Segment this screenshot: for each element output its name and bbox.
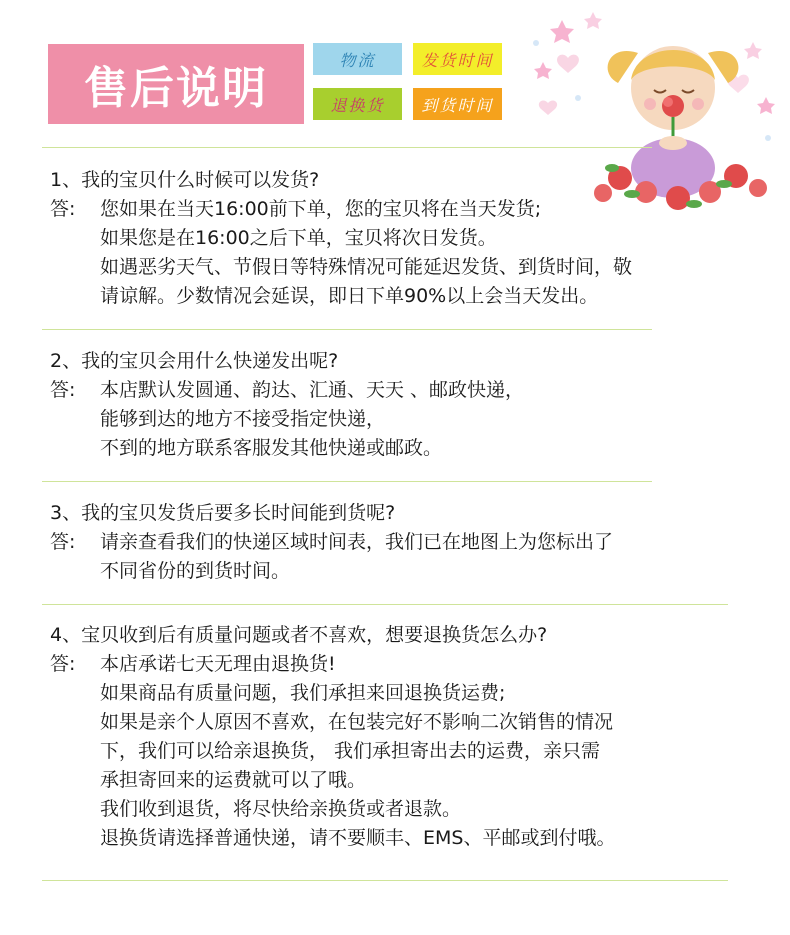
section-divider bbox=[42, 880, 728, 881]
faq-item-1 bbox=[50, 166, 760, 311]
faq-question: 1、我的宝贝什么时候可以发货? bbox=[50, 169, 320, 191]
answer-line: 请亲查看我们的快递区域时间表，我们已在地图上为您标出了 bbox=[100, 531, 614, 553]
answer-line: 退换货请选择普通快递，请不要顺丰、EMS、平邮或到付哦。 bbox=[100, 827, 616, 849]
answer-line: 下，我们可以给亲退换货， 我们承担寄出去的运费，亲只需 bbox=[100, 740, 601, 762]
answer-line: 您如果在当天16:00前下单，您的宝贝将在当天发货; bbox=[100, 198, 542, 220]
answer-line: 本店承诺七天无理由退换货! bbox=[100, 653, 336, 675]
answer-label: 答: bbox=[50, 531, 76, 553]
answer-label: 答: bbox=[50, 379, 76, 401]
answer-line: 如果商品有质量问题，我们承担来回退换货运费; bbox=[100, 682, 506, 704]
answer-line: 承担寄回来的运费就可以了哦。 bbox=[100, 769, 367, 791]
answer-line: 能够到达的地方不接受指定快递， bbox=[100, 408, 386, 430]
arrival-time-tag[interactable]: 到货时间 bbox=[413, 88, 502, 120]
answer-line: 不同省份的到货时间。 bbox=[100, 560, 291, 582]
faq-item-4 bbox=[50, 621, 760, 853]
page-title: 售后说明 bbox=[48, 44, 304, 124]
section-divider bbox=[42, 329, 652, 330]
answer-label: 答: bbox=[50, 653, 76, 675]
answer-line: 本店默认发圆通、韵达、汇通、天天 、邮政快递， bbox=[100, 379, 525, 401]
answer-label: 答: bbox=[50, 198, 76, 220]
answer-line: 我们收到退货，将尽快给亲换货或者退款。 bbox=[100, 798, 462, 820]
return-exchange-tag[interactable]: 退换货 bbox=[313, 88, 402, 120]
logistics-tag[interactable]: 物流 bbox=[313, 43, 402, 75]
section-divider bbox=[42, 147, 652, 148]
answer-line: 如果是亲个人原因不喜欢，在包装完好不影响二次销售的情况 bbox=[100, 711, 614, 733]
faq-item-3 bbox=[50, 499, 760, 586]
answer-line: 请谅解。少数情况会延误，即日下单90%以上会当天发出。 bbox=[100, 285, 599, 307]
section-divider bbox=[42, 481, 652, 482]
faq-question: 4、宝贝收到后有质量问题或者不喜欢，想要退换货怎么办? bbox=[50, 624, 548, 646]
ship-time-tag[interactable]: 发货时间 bbox=[413, 43, 502, 75]
faq-item-2 bbox=[50, 347, 760, 463]
section-divider bbox=[42, 604, 728, 605]
answer-line: 如果您是在16:00之后下单，宝贝将次日发货。 bbox=[100, 227, 497, 249]
faq-question: 3、我的宝贝发货后要多长时间能到货呢? bbox=[50, 502, 396, 524]
faq-question: 2、我的宝贝会用什么快递发出呢? bbox=[50, 350, 339, 372]
answer-line: 如遇恶劣天气、节假日等特殊情况可能延迟发货、到货时间，敬 bbox=[100, 256, 633, 278]
answer-line: 不到的地方联系客服发其他快递或邮政。 bbox=[100, 437, 443, 459]
